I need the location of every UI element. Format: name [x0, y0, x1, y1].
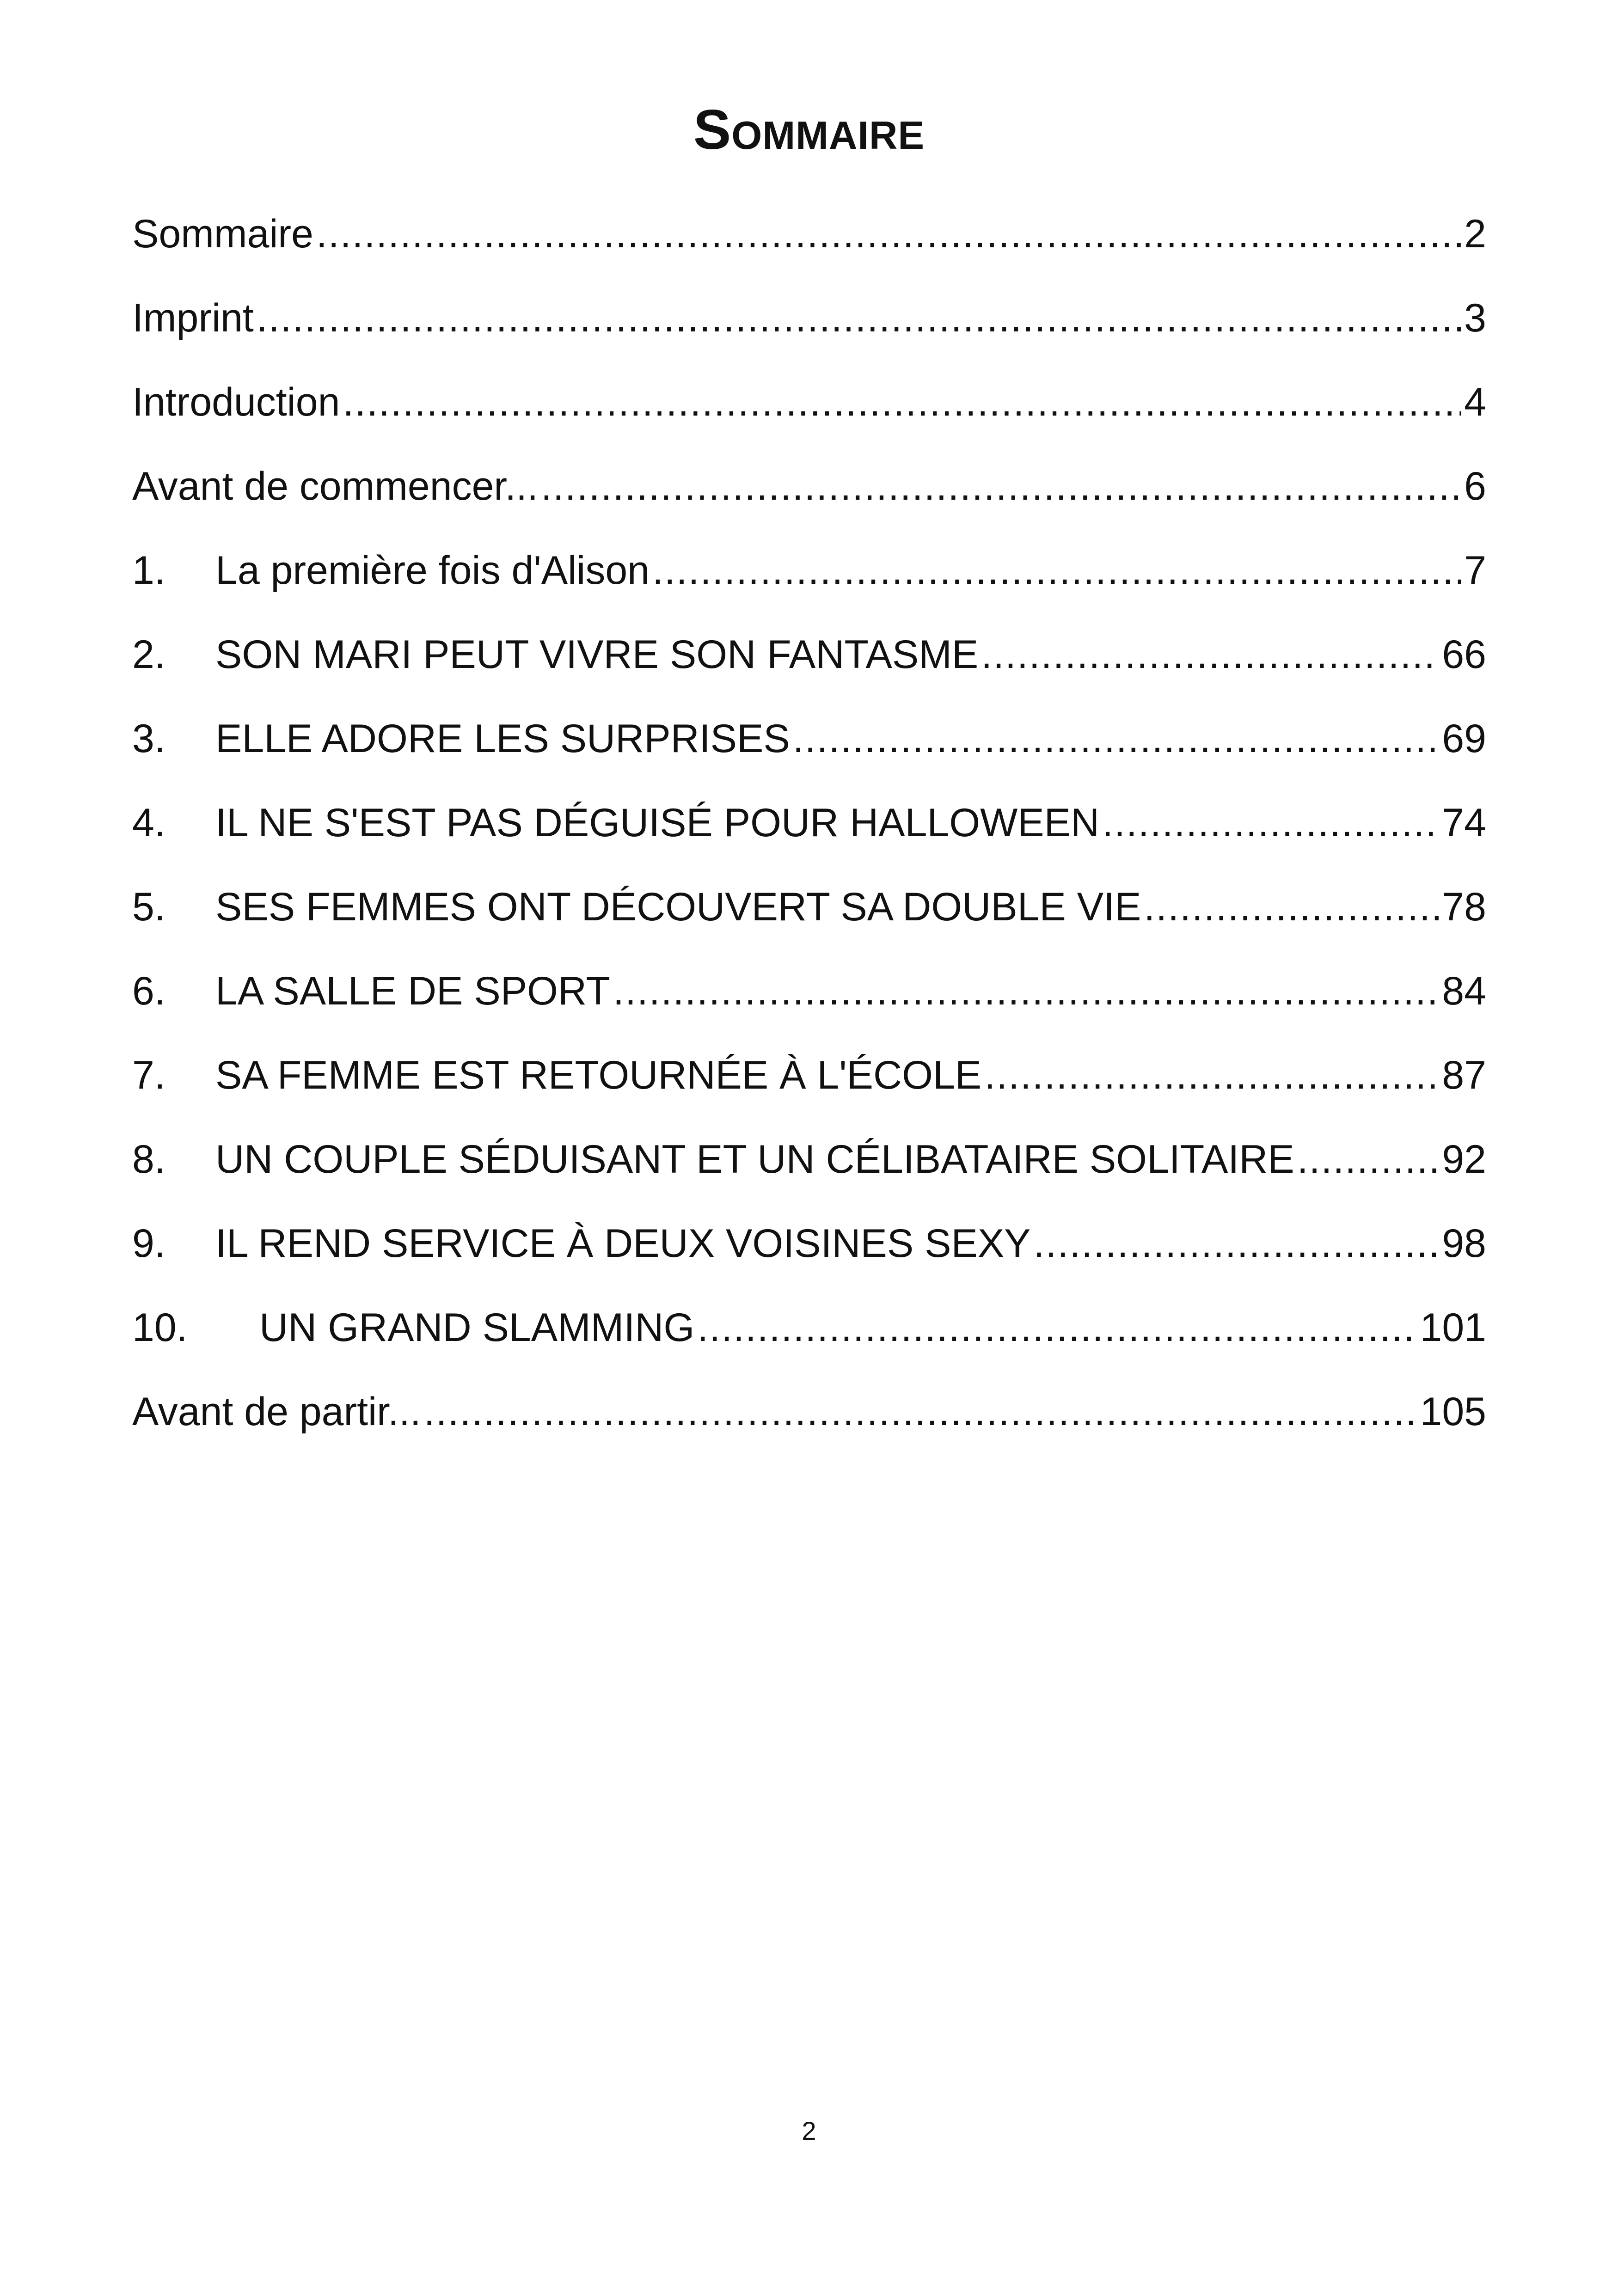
toc-entry-number: 7.	[132, 1053, 165, 1097]
toc-entry-number: 6.	[132, 969, 165, 1013]
dot-leader	[697, 1286, 1417, 1370]
toc-entry-chapter-9[interactable]	[132, 1201, 1486, 1286]
toc-entry-chapter-3[interactable]	[132, 697, 1486, 781]
toc-entry-page: 3	[1464, 296, 1486, 340]
toc-entry-imprint[interactable]	[132, 276, 1486, 360]
dot-leader	[1297, 1117, 1440, 1201]
dot-leader	[1102, 781, 1439, 865]
toc-entry-label: IL REND SERVICE À DEUX VOISINES SEXY	[215, 1221, 1031, 1266]
toc-entry-label: Avant de partir...	[132, 1390, 421, 1434]
toc-entry-label: IL NE S'EST PAS DÉGUISÉ POUR HALLOWEEN	[215, 801, 1100, 845]
table-of-contents	[132, 192, 1486, 1454]
page-title: Sommaire	[693, 98, 925, 161]
toc-entry-page: 84	[1442, 969, 1486, 1013]
dot-leader	[981, 612, 1439, 697]
dot-leader	[257, 276, 1461, 360]
toc-entry-label: UN GRAND SLAMMING	[259, 1305, 695, 1350]
toc-entry-number: 2.	[132, 632, 165, 677]
toc-entry-chapter-10[interactable]	[132, 1286, 1486, 1370]
toc-entry-page: 78	[1442, 885, 1486, 929]
toc-entry-label: LA SALLE DE SPORT	[215, 969, 611, 1013]
toc-entry-page: 92	[1442, 1137, 1486, 1182]
toc-entry-number: 1.	[132, 548, 165, 593]
toc-entry-label: UN COUPLE SÉDUISANT ET UN CÉLIBATAIRE SOLITAIRE	[215, 1137, 1294, 1182]
toc-entry-label: Introduction	[132, 380, 340, 424]
toc-entry-page: 87	[1442, 1053, 1486, 1097]
dot-leader	[424, 1370, 1417, 1454]
toc-entry-chapter-5[interactable]	[132, 865, 1486, 949]
toc-entry-avant-de-commencer[interactable]	[132, 444, 1486, 528]
toc-entry-chapter-1[interactable]	[132, 528, 1486, 612]
toc-entry-page: 98	[1442, 1221, 1486, 1266]
toc-entry-avant-de-partir[interactable]	[132, 1370, 1486, 1454]
toc-entry-chapter-4[interactable]	[132, 781, 1486, 865]
dot-leader	[1144, 865, 1439, 949]
dot-leader	[316, 192, 1461, 276]
toc-entry-page: 105	[1420, 1390, 1486, 1434]
toc-entry-chapter-6[interactable]	[132, 949, 1486, 1033]
toc-entry-number: 9.	[132, 1221, 165, 1266]
toc-entry-page: 7	[1464, 548, 1486, 593]
dot-leader	[652, 528, 1461, 612]
dot-leader	[343, 360, 1461, 444]
toc-entry-label: ELLE ADORE LES SURPRISES	[215, 716, 790, 761]
toc-entry-label: Avant de commencer...	[132, 464, 538, 508]
toc-entry-sommaire[interactable]	[132, 192, 1486, 276]
dot-leader	[984, 1033, 1439, 1117]
toc-entry-page: 74	[1442, 801, 1486, 845]
toc-entry-page: 66	[1442, 632, 1486, 677]
toc-entry-label: SES FEMMES ONT DÉCOUVERT SA DOUBLE VIE	[215, 885, 1141, 929]
toc-entry-page: 69	[1442, 716, 1486, 761]
toc-entry-page: 101	[1420, 1305, 1486, 1350]
dot-leader	[1034, 1201, 1440, 1286]
toc-entry-label: Imprint	[132, 296, 254, 340]
toc-entry-number: 8.	[132, 1137, 165, 1182]
dot-leader	[793, 697, 1440, 781]
toc-entry-chapter-8[interactable]	[132, 1117, 1486, 1201]
toc-entry-page: 6	[1464, 464, 1486, 508]
toc-entry-label: La première fois d'Alison	[215, 548, 650, 593]
toc-entry-page: 4	[1464, 380, 1486, 424]
toc-entry-page: 2	[1464, 212, 1486, 256]
toc-entry-label: Sommaire	[132, 212, 313, 256]
dot-leader	[541, 444, 1461, 528]
toc-entry-chapter-7[interactable]	[132, 1033, 1486, 1117]
toc-entry-number: 3.	[132, 716, 165, 761]
toc-entry-introduction[interactable]	[132, 360, 1486, 444]
toc-entry-label: SA FEMME EST RETOURNÉE À L'ÉCOLE	[215, 1053, 982, 1097]
toc-entry-number: 5.	[132, 885, 165, 929]
toc-entry-number: 4.	[132, 801, 165, 845]
toc-entry-label: SON MARI PEUT VIVRE SON FANTASME	[215, 632, 979, 677]
dot-leader	[613, 949, 1439, 1033]
toc-entry-chapter-2[interactable]	[132, 612, 1486, 697]
footer-page-number: 2	[802, 2116, 816, 2145]
toc-entry-number: 10.	[132, 1305, 188, 1350]
